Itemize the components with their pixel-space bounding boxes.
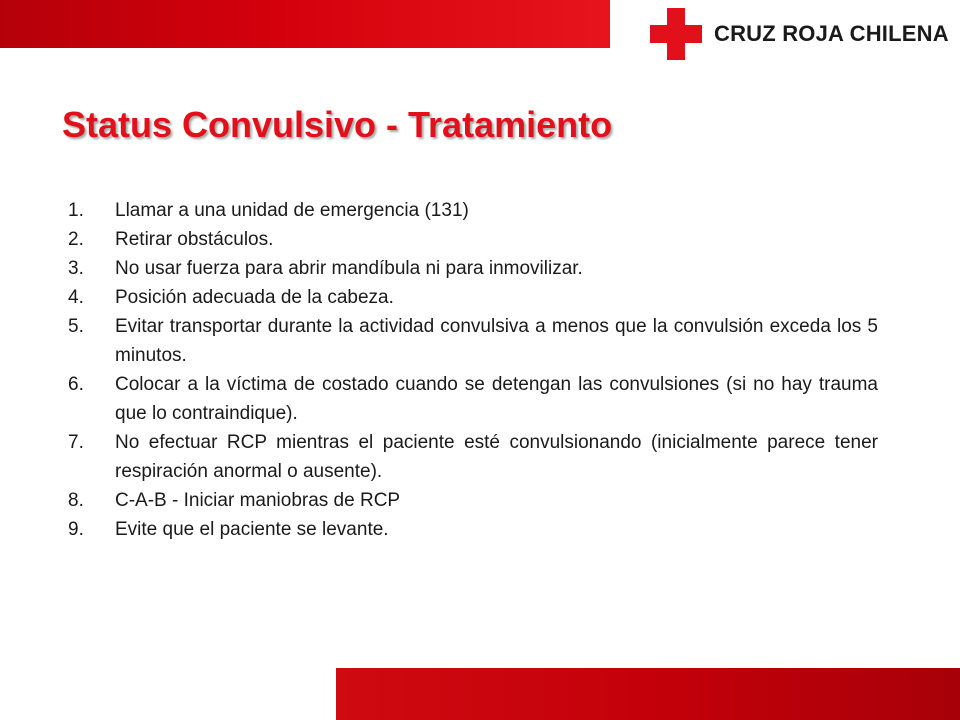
step-number: 1.: [68, 200, 84, 221]
step-text: C-A-B - Iniciar maniobras de RCP: [115, 490, 401, 511]
list-item: [62, 515, 878, 544]
step-text: Llamar a una unidad de emergencia (131): [115, 200, 469, 221]
red-cross-icon: [648, 6, 704, 62]
step-number: 3.: [68, 258, 84, 279]
step-number: 9.: [68, 519, 84, 540]
list-item: [62, 428, 878, 486]
step-text: Evite que el paciente se levante.: [115, 519, 389, 540]
list-item: [62, 486, 878, 515]
logo-text: CRUZ ROJA CHILENA: [714, 21, 949, 46]
bottom-accent-bar: [336, 668, 960, 720]
top-accent-bar: [0, 0, 610, 48]
list-item: [62, 225, 878, 254]
step-number: 6.: [68, 374, 84, 395]
step-text: Evitar transportar durante la actividad convulsiva a menos que la convulsión exceda los 5 minutos.: [115, 316, 878, 366]
list-item: [62, 196, 878, 225]
list-item: [62, 370, 878, 428]
step-number: 4.: [68, 287, 84, 308]
step-text: No usar fuerza para abrir mandíbula ni para inmovilizar.: [115, 258, 583, 279]
treatment-steps-list: [62, 196, 878, 544]
cruz-roja-logo: [648, 4, 949, 64]
step-number: 8.: [68, 490, 84, 511]
step-text: Colocar a la víctima de costado cuando se detengan las convulsiones (si no hay trauma que lo contraindique).: [115, 374, 878, 424]
list-item: [62, 283, 878, 312]
step-number: 7.: [68, 432, 84, 453]
step-number: 2.: [68, 229, 84, 250]
step-number: 5.: [68, 316, 84, 337]
step-text: Retirar obstáculos.: [115, 229, 274, 250]
list-item: [62, 254, 878, 283]
step-text: Posición adecuada de la cabeza.: [115, 287, 394, 308]
page-title: Status Convulsivo - Tratamiento: [62, 104, 613, 145]
step-text: No efectuar RCP mientras el paciente esté convulsionando (inicialmente parece tener respiración anormal o ausente).: [115, 432, 878, 482]
list-item: [62, 312, 878, 370]
